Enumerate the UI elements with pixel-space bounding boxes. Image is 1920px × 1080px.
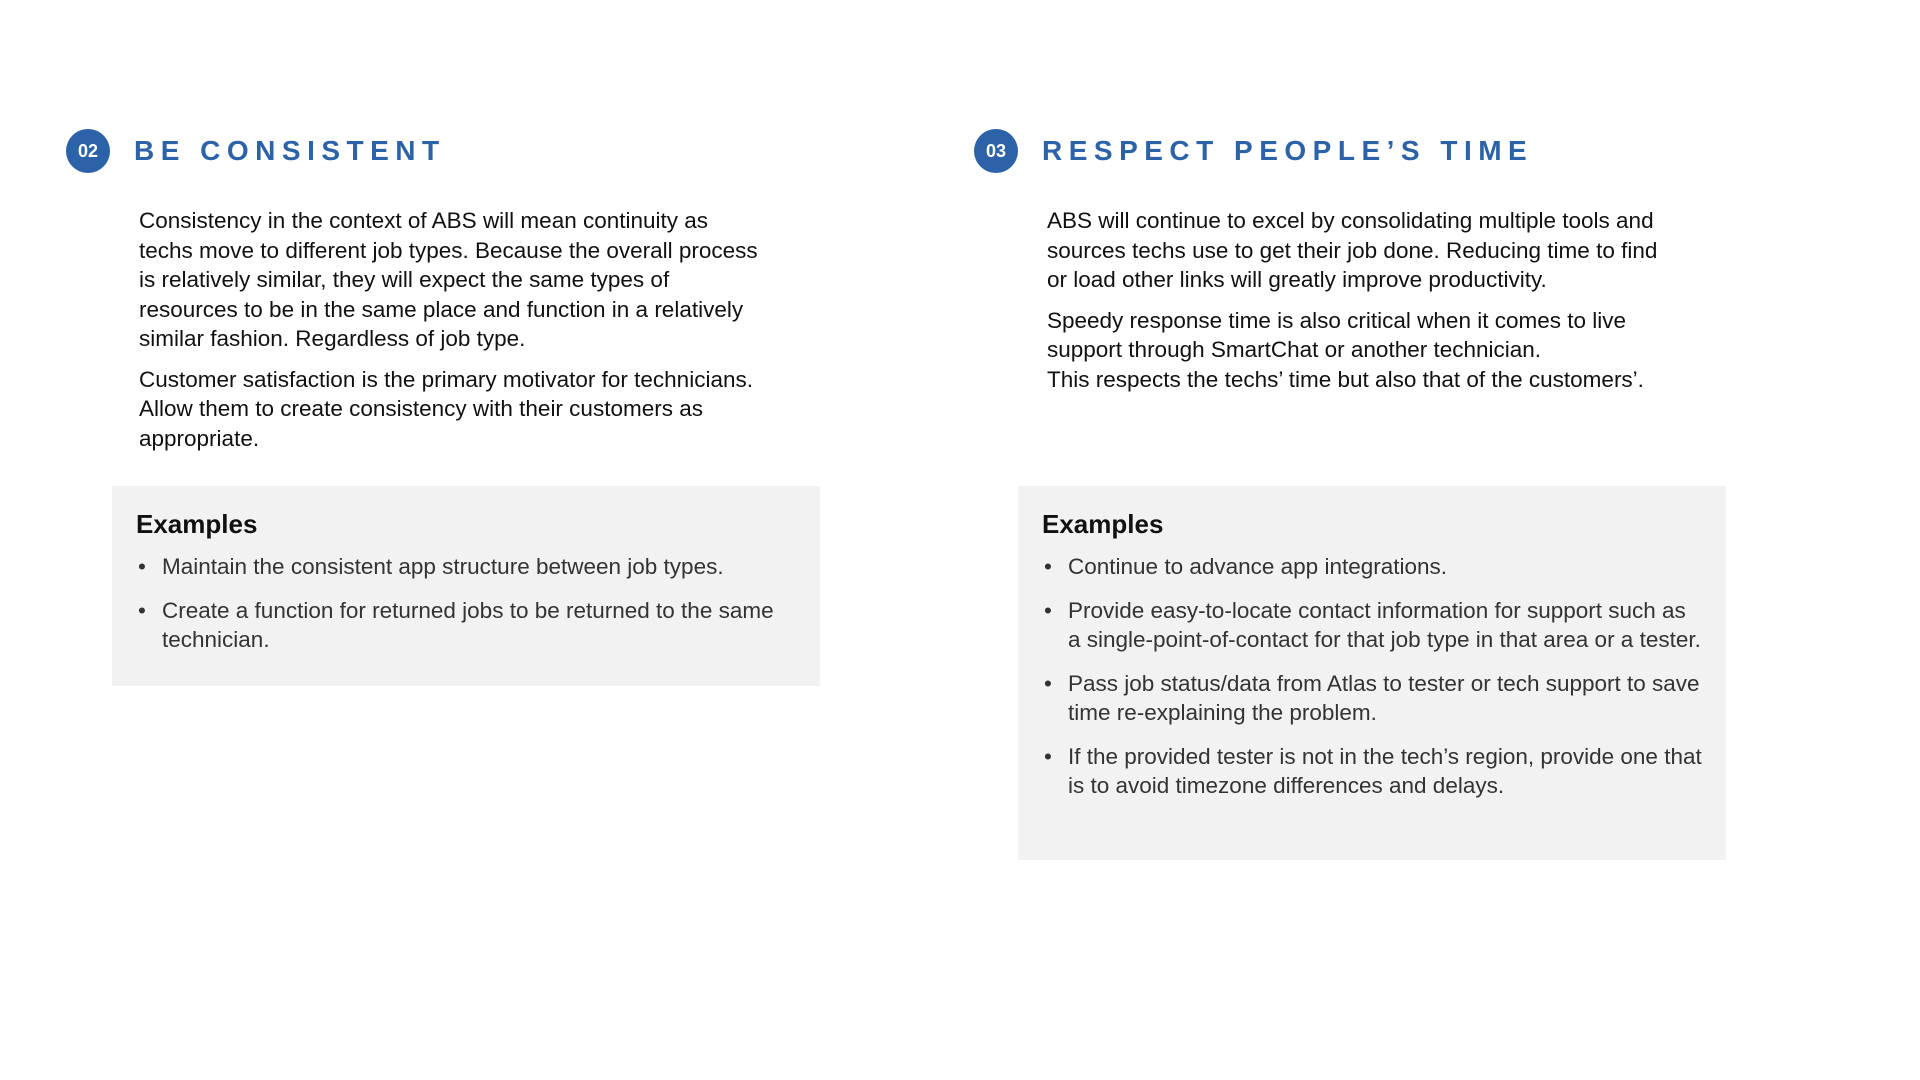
example-text: Continue to advance app integrations. [1068,554,1448,579]
examples-list [136,552,796,655]
body-paragraph: Speedy response time is also critical when it comes to live support through SmartChat or another technician. [1047,307,1627,362]
body-paragraph: Consistency in the context of ABS will mean continuity as techs move to different job types. Because the overall process is relatively similar, they will expect the same types of resources to be in the same place and function in a relatively similar fashion. Regardless of job type. [139,208,758,351]
section-body [66,206,759,453]
bullet-icon: • [1044,743,1052,769]
examples-box [1018,486,1726,860]
bullet-icon: • [1044,554,1052,579]
section-number-badge: 03 [974,129,1018,173]
section-respect-peoples-time [974,128,1694,405]
section-heading: RESPECT PEOPLE’S TIME [1042,135,1534,166]
examples-title: Examples [1042,509,1164,539]
example-text: Maintain the consistent app structure between job types. [162,554,724,579]
examples-box [112,486,820,686]
examples-title: Examples [136,509,258,539]
examples-list [1042,552,1702,801]
bullet-icon: • [1044,597,1052,623]
example-text: Provide easy-to-locate contact information for support such as a single-point-of-contact for that job type in that area or a tester. [1068,597,1701,652]
section-heading-row [66,128,786,174]
bullet-icon: • [138,597,146,623]
body-paragraph: ABS will continue to excel by consolidating multiple tools and sources techs use to get their job done. Reducing time to find or load other links will greatly improve productivity. [1047,208,1658,292]
example-text: Create a function for returned jobs to be returned to the same technician. [162,597,774,652]
example-text: If the provided tester is not in the tech’s region, provide one that is to avoid timezone differences and delays. [1068,743,1702,798]
list-item [1042,596,1702,655]
body-paragraph: This respects the techs’ time but also that of the customers’. [1047,366,1644,392]
bullet-icon: • [138,554,146,579]
section-number-badge: 02 [66,129,110,173]
list-item [1042,669,1702,728]
section-body [974,206,1667,394]
section-be-consistent [66,128,786,464]
list-item [1042,742,1702,801]
section-heading-row [974,128,1694,174]
list-item [136,552,796,582]
body-paragraph: Customer satisfaction is the primary motivator for technicians. Allow them to create consistency with their customers as appropriate. [139,366,753,451]
example-text: Pass job status/data from Atlas to tester or tech support to save time re-explaining the problem. [1068,670,1700,725]
section-heading: BE CONSISTENT [134,135,446,166]
bullet-icon: • [1044,670,1052,696]
list-item [1042,552,1702,582]
list-item [136,596,796,655]
